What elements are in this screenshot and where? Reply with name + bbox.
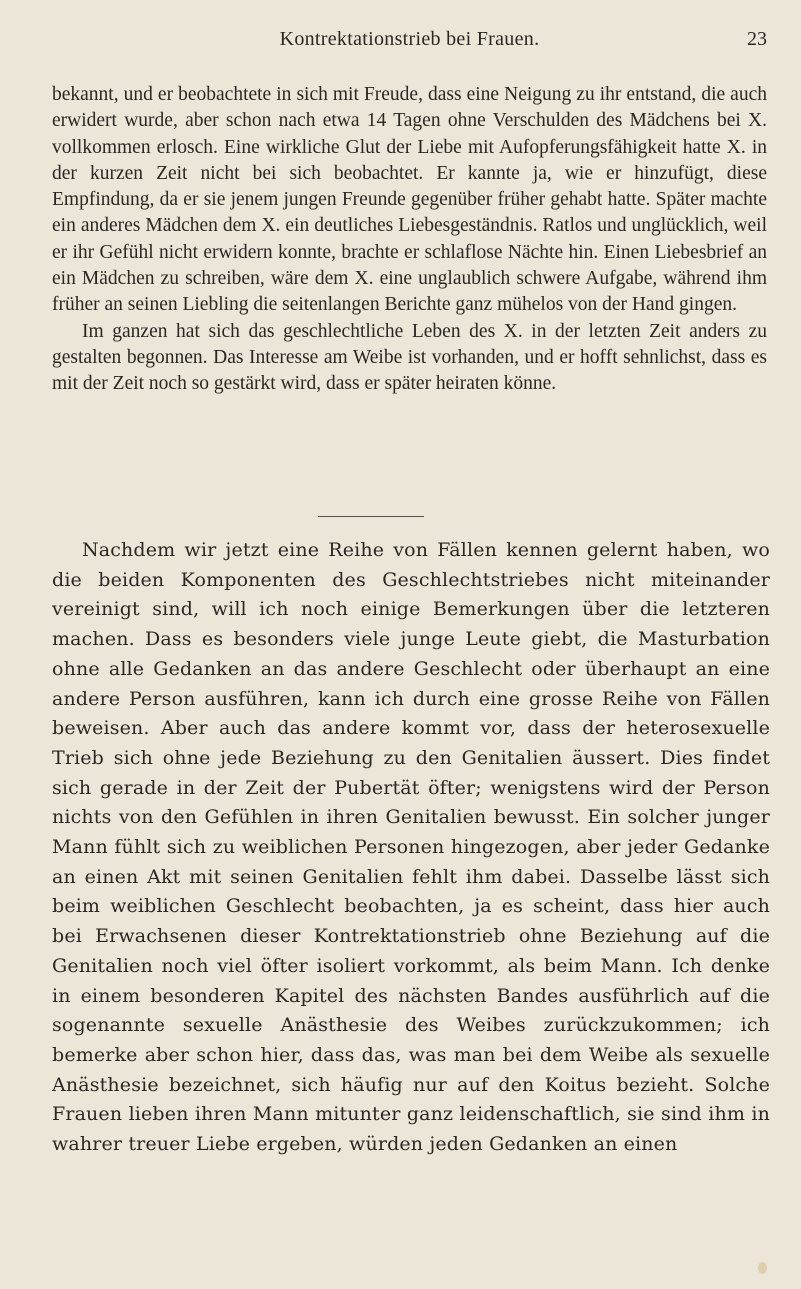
- paragraph: Im ganzen hat sich das geschlechtliche Leben des X. in der letzten Zeit anders zu gestalten begonnen. Das Interesse am Weibe ist vorhanden, und er hofft sehnlichst, dass es mit der Zeit noch so gestärkt wird, dass er später heiraten könne.: [52, 320, 767, 395]
- case-report-text: [52, 82, 767, 398]
- discussion-text: [52, 536, 770, 1160]
- paper-stain: [758, 1262, 767, 1274]
- page-number: 23: [747, 28, 767, 50]
- running-head: [52, 28, 767, 56]
- section-divider: [318, 516, 424, 517]
- running-title: Kontrektationstrieb bei Frauen.: [279, 28, 540, 50]
- paragraph: Nachdem wir jetzt eine Reihe von Fällen kennen gelernt haben, wo die beiden Komponenten des Geschlechtstriebes nicht miteinander vereinigt sind, will ich noch einige Bemerkungen über die letzteren machen. Dass es besonders viele junge Leute giebt, die Masturbation ohne alle Gedanken an das andere Geschlecht oder überhaupt an eine andere Person ausführen, kann ich durch eine grosse Reihe von Fällen beweisen. Aber auch das andere kommt vor, dass der heterosexuelle Trieb sich ohne jede Beziehung zu den Genitalien äussert. Dies findet sich gerade in der Zeit der Pubertät öfter; wenigstens wird der Person nichts von den Gefühlen in ihren Genitalien bewusst. Ein solcher junger Mann fühlt sich zu weiblichen Personen hingezogen, aber jeder Gedanke an einen Akt mit seinen Genitalien fehlt ihm dabei. Dasselbe lässt sich beim weiblichen Geschlecht beobachten, ja es scheint, dass hier auch bei Erwachsenen dieser Kontrektationstrieb ohne Beziehung auf die Genitalien noch viel öfter isoliert vorkommt, als beim Mann. Ich denke in einem besonderen Kapitel des nächsten Bandes ausführlich auf die sogenannte sexuelle Anästhesie des Weibes zurückzukommen; ich bemerke aber schon hier, dass das, was man bei dem Weibe als sexuelle Anästhesie bezeichnet, sich häufig nur auf den Koitus bezieht. Solche Frauen lieben ihren Mann mitunter ganz leidenschaftlich, sie sind ihm in wahrer treuer Liebe ergeben, würden jeden Gedanken an einen: [52, 539, 770, 1156]
- paragraph: bekannt, und er beobachtete in sich mit Freude, dass eine Neigung zu ihr entstand, die auch erwidert wurde, aber schon nach etwa 14 Tagen ohne Verschulden des Mädchens bei X. vollkommen erlosch. Eine wirkliche Glut der Liebe mit Aufopferungsfähigkeit hatte X. in der kurzen Zeit nicht bei sich beobachtet. Er kannte ja, wie er hinzufügt, diese Empfindung, da er sie jenem jungen Freunde gegenüber früher gehabt hatte. Später machte ein anderes Mädchen dem X. ein deutliches Liebesgeständnis. Ratlos und unglücklich, weil er ihr Gefühl nicht erwidern konnte, brachte er schlaflose Nächte hin. Einen Liebesbrief an ein Mädchen zu schreiben, wäre dem X. eine unglaublich schwere Aufgabe, während ihm früher an seinen Liebling die seitenlangen Berichte ganz mühelos von der Hand gingen.: [52, 84, 767, 316]
